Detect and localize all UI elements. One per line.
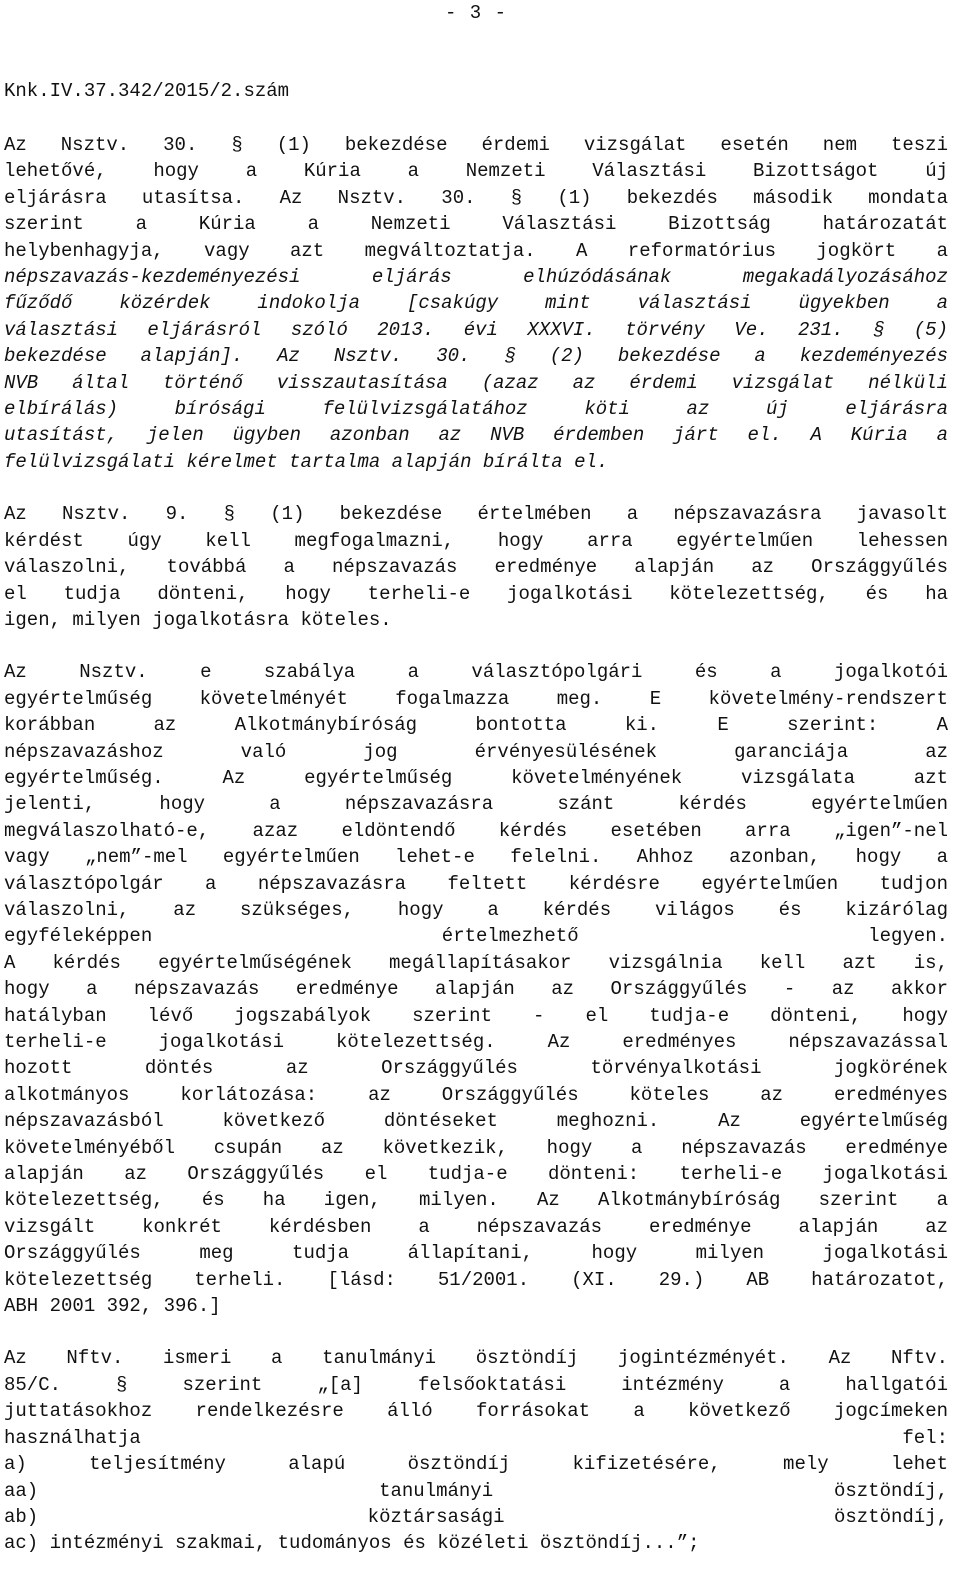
text-line: választópolgár a népszavazásra feltett kérdésre egyértelműen tudjon bbox=[4, 872, 948, 895]
text-line: választási eljárásról szóló 2013. évi XXXVI. törvény Ve. 231. § (5) bbox=[4, 318, 948, 341]
text-line: fűződő közérdek indokolja [csakúgy mint választási ügyekben a bbox=[4, 292, 948, 315]
paragraph bbox=[4, 132, 948, 475]
text-line: népszavazásból következő döntéseket meghozni. Az egyértelműség bbox=[4, 1110, 948, 1133]
paragraph bbox=[4, 1345, 948, 1556]
text-line: Az Nsztv. 30. § (1) bekezdése érdemi vizsgálat esetén nem teszi bbox=[4, 134, 948, 156]
text-line: terheli-e jogalkotási kötelezettség. Az eredményes népszavazással bbox=[4, 1031, 948, 1053]
text-line: követelményéből csupán az következik, hogy a népszavazás eredménye bbox=[4, 1136, 948, 1159]
text-line: szerint a Kúria a Nemzeti Választási Bizottság határozatát bbox=[4, 213, 948, 236]
text-line: utasítást, jelen ügyben azonban az NVB érdemben járt el. A Kúria a bbox=[4, 424, 948, 447]
text-line: aa) tanulmányi ösztöndíj, bbox=[4, 1479, 948, 1502]
text-line: a) teljesítmény alapú ösztöndíj kifizetésére, mely lehet bbox=[4, 1453, 948, 1476]
text-line: hatályban lévő jogszabályok szerint - el tudja-e dönteni, hogy bbox=[4, 1004, 948, 1027]
document-body bbox=[4, 132, 948, 1557]
text-line: népszavazás-kezdeményezési eljárás elhúzódásának megakadályozásához bbox=[4, 266, 948, 289]
paragraph-gap bbox=[4, 475, 948, 501]
text-line: korábban az Alkotmánybíróság bontotta ki. E szerint: A bbox=[4, 714, 948, 737]
text-line: NVB által történő visszautasítása (azaz az érdemi vizsgálat nélküli bbox=[4, 371, 948, 394]
text-line: vizsgált konkrét kérdésben a népszavazás eredménye alapján az bbox=[4, 1215, 948, 1238]
text-line: ab) köztársasági ösztöndíj, bbox=[4, 1505, 948, 1528]
text-line: igen, milyen jogalkotásra köteles. bbox=[4, 608, 392, 631]
text-line: vagy „nem”-mel egyértelműen lehet-e felelni. Ahhoz azonban, hogy a bbox=[4, 846, 948, 869]
text-line: jelenti, hogy a népszavazásra szánt kérdés egyértelműen bbox=[4, 793, 948, 816]
text-line: eljárásra utasítsa. Az Nsztv. 30. § (1) bekezdés második mondata bbox=[4, 186, 948, 209]
text-line: kötelezettség, és ha igen, milyen. Az Alkotmánybíróság szerint a bbox=[4, 1189, 948, 1212]
text-line: válaszolni, továbbá a népszavazás eredménye alapján az Országgyűlés bbox=[4, 556, 948, 579]
text-line: megválaszolható-e, azaz eldöntendő kérdés esetében arra „igen”-nel bbox=[4, 819, 948, 842]
text-line: Országgyűlés meg tudja állapítani, hogy milyen jogalkotási bbox=[4, 1242, 948, 1265]
page-number: - 3 - bbox=[444, 2, 507, 24]
text-line: A kérdés egyértelműségének megállapításakor vizsgálnia kell azt is, bbox=[4, 951, 948, 974]
paragraph bbox=[4, 501, 948, 633]
text-line: kötelezettség terheli. [lásd: 51/2001. (XI. 29.) AB határozatot, bbox=[4, 1268, 948, 1291]
text-line: alapján az Országgyűlés el tudja-e dönteni: terheli-e jogalkotási bbox=[4, 1163, 948, 1186]
text-line: egyértelműség követelményét fogalmazza meg. E követelmény-rendszert bbox=[4, 687, 948, 710]
text-line: 85/C. § szerint „[a] felsőoktatási intézmény a hallgatói bbox=[4, 1373, 948, 1396]
text-line: ABH 2001 392, 396.] bbox=[4, 1295, 221, 1318]
text-line: elbírálás) bírósági felülvizsgálatához köti az új eljárásra bbox=[4, 398, 948, 421]
text-line: Az Nsztv. 9. § (1) bekezdése értelmében a népszavazásra javasolt bbox=[4, 503, 948, 526]
document-page bbox=[4, 0, 948, 1557]
text-line: juttatásokhoz rendelkezésre álló forrásokat a következő jogcímeken bbox=[4, 1400, 948, 1423]
text-line: ac) intézményi szakmai, tudományos és közéleti ösztöndíj...”; bbox=[4, 1532, 700, 1555]
paragraph-gap bbox=[4, 1319, 948, 1345]
text-line: Az Nftv. ismeri a tanulmányi ösztöndíj jogintézményét. Az Nftv. bbox=[4, 1347, 948, 1370]
text-line: népszavazáshoz való jog érvényesülésének garanciája az bbox=[4, 740, 948, 763]
paragraph bbox=[4, 659, 948, 1319]
text-line: hozott döntés az Országgyűlés törvényalkotási jogkörének bbox=[4, 1057, 948, 1080]
text-line: egyféleképpen értelmezhető legyen. bbox=[4, 925, 948, 948]
text-line: lehetővé, hogy a Kúria a Nemzeti Választási Bizottságot új bbox=[4, 160, 948, 183]
text-line: alkotmányos korlátozása: az Országgyűlés köteles az eredményes bbox=[4, 1083, 948, 1106]
case-number: Knk.IV.37.342/2015/2.szám bbox=[4, 80, 290, 102]
text-line: hogy a népszavazás eredménye alapján az Országgyűlés - az akkor bbox=[4, 978, 948, 1001]
text-line: válaszolni, az szükséges, hogy a kérdés világos és kizárólag bbox=[4, 898, 948, 921]
paragraph-gap bbox=[4, 633, 948, 659]
text-line: használhatja fel: bbox=[4, 1426, 948, 1449]
text-line: helybenhagyja, vagy azt megváltoztatja. A reformatórius jogkört a bbox=[4, 239, 948, 262]
text-line: egyértelműség. Az egyértelműség követelményének vizsgálata azt bbox=[4, 766, 948, 789]
text-line: kérdést úgy kell megfogalmazni, hogy arra egyértelműen lehessen bbox=[4, 529, 948, 552]
text-line: Az Nsztv. e szabálya a választópolgári és a jogalkotói bbox=[4, 661, 948, 684]
text-line: felülvizsgálati kérelmet tartalma alapján bírálta el. bbox=[4, 450, 609, 473]
text-line: bekezdése alapján]. Az Nsztv. 30. § (2) bekezdése a kezdeményezés bbox=[4, 345, 948, 368]
text-line: el tudja dönteni, hogy terheli-e jogalkotási kötelezettség, és ha bbox=[4, 582, 948, 605]
